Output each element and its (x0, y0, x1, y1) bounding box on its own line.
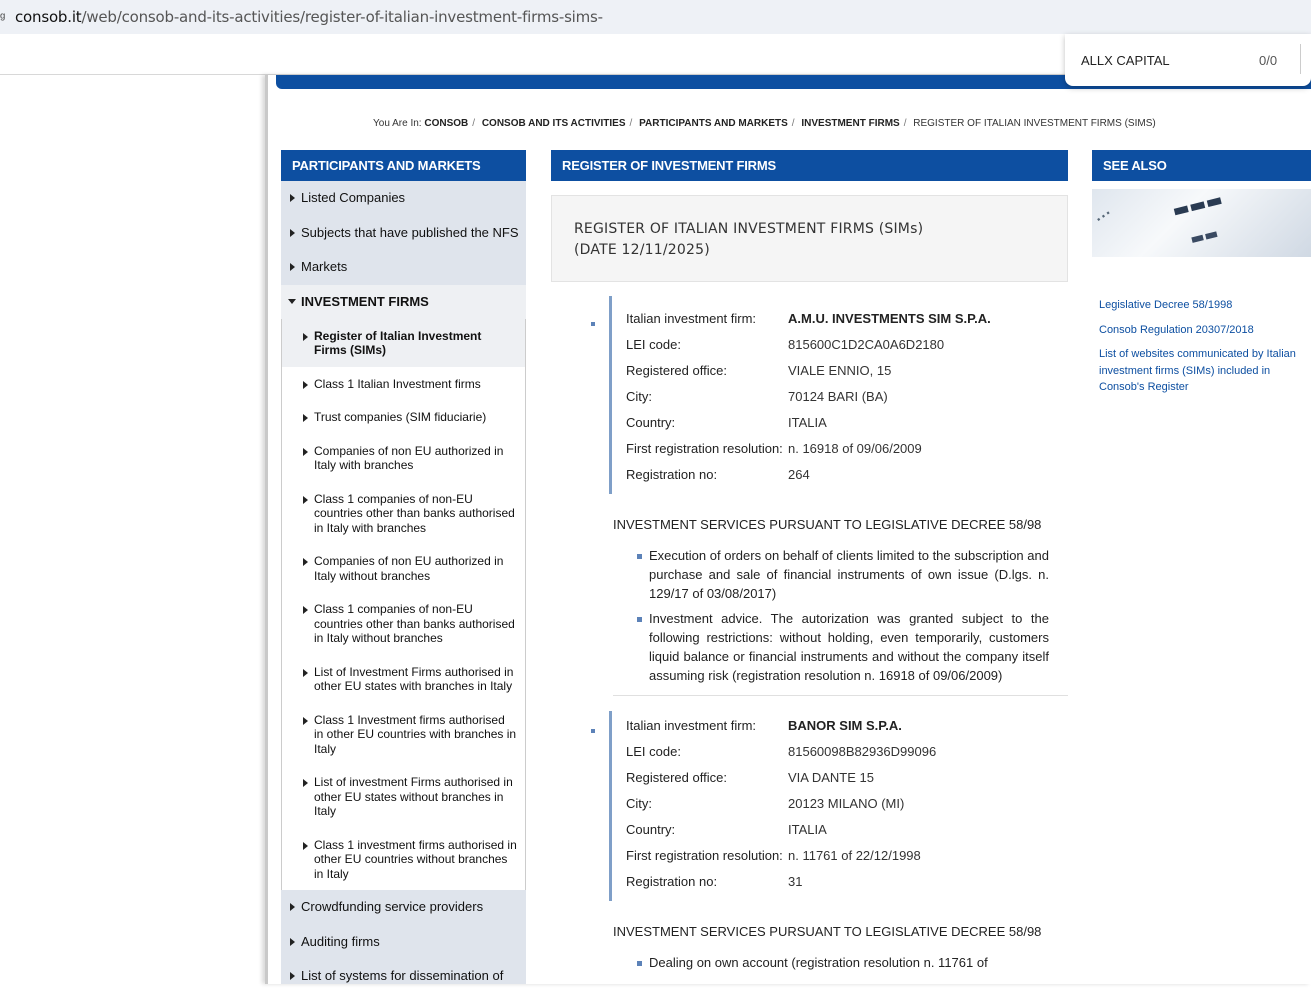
caret-right-icon (290, 972, 295, 980)
image-decor: ▬▬ (1188, 223, 1221, 249)
register-date-box (551, 195, 1068, 282)
bullet-icon (637, 961, 642, 966)
submenu-label: Register of Italian Investment Firms (SIMs) (314, 328, 482, 357)
firm-office: VIA DANTE 15 (788, 770, 874, 785)
caret-right-icon (290, 903, 295, 911)
firm-country: ITALIA (788, 822, 827, 837)
label-city: City: (626, 796, 652, 811)
sidebar-item-nfs[interactable] (281, 216, 526, 251)
caret-right-icon (303, 842, 308, 850)
caret-right-icon (303, 448, 308, 456)
caret-right-icon (290, 229, 295, 237)
caret-right-icon (303, 381, 308, 389)
url-text[interactable] (15, 8, 603, 26)
sidebar-item-dissemination[interactable] (281, 959, 526, 994)
sidebar-item-label: Auditing firms (301, 933, 380, 949)
label-regno: Registration no: (626, 467, 718, 482)
page-content (265, 75, 1311, 984)
sidebar-header: PARTICIPANTS AND MARKETS (281, 150, 526, 181)
label-resolution: First registration resolution: (626, 848, 783, 863)
bullet-icon (591, 729, 595, 733)
submenu-item-noneu-branches[interactable] (282, 434, 525, 482)
caret-right-icon (290, 263, 295, 271)
see-also-header: SEE ALSO (1092, 150, 1311, 181)
find-input[interactable]: ALLX CAPITAL (1081, 53, 1170, 68)
submenu-item-noneu-nobranches[interactable] (282, 544, 525, 592)
bullet-icon (637, 617, 642, 622)
caret-right-icon (303, 333, 308, 341)
link-consob-regulation[interactable]: Consob Regulation 20307/2018 (1099, 323, 1254, 336)
firm-city: 20123 MILANO (MI) (788, 796, 905, 811)
list-item (637, 546, 1049, 603)
breadcrumb: You Are In: CONSOB / CONSOB AND ITS ACTIVITIES / PARTICIPANTS AND MARKETS / INVESTMENT FIRMS / REGISTER OF ITALIAN INVESTMENT FIRMS (SIMS) (373, 118, 1156, 129)
submenu-label: Class 1 investment firms authorised in other EU countries without branches in Italy (314, 837, 517, 881)
submenu-label: Class 1 Italian Investment firms (314, 376, 481, 391)
firm-regno: 31 (788, 874, 803, 889)
submenu-label: Class 1 companies of non-EU countries other than banks authorised in Italy without branches (314, 602, 515, 645)
image-decor: ▬▬▬ (1170, 189, 1225, 222)
breadcrumb-prefix: You Are In: (373, 118, 422, 129)
caret-right-icon (303, 496, 308, 504)
label-office: Registered office: (626, 363, 727, 378)
see-also-links (1092, 297, 1311, 396)
caret-right-icon (303, 606, 308, 614)
submenu-label: List of investment Firms authorised in other EU states without branches in Italy (314, 775, 513, 818)
label-lei: LEI code: (626, 744, 681, 759)
services-heading: INVESTMENT SERVICES PURSUANT TO LEGISLATIVE DECREE 58/98 (613, 517, 1042, 532)
submenu-label: Companies of non EU authorized in Italy without branches (314, 554, 504, 583)
submenu-item-class1-eu-branches[interactable] (282, 703, 525, 766)
divider (613, 695, 1068, 696)
url-path: /web/consob-and-its-activities/register-of-italian-investment-firms-sims- (81, 8, 603, 26)
label-firm: Italian investment firm: (626, 311, 757, 326)
firm-resolution: n. 11761 of 22/12/1998 (788, 848, 921, 863)
find-count: 0/0 (1259, 53, 1278, 68)
submenu-item-eu-nobranches[interactable] (282, 765, 525, 828)
submenu-label: List of Investment Firms authorised in other EU states with branches in Italy (314, 664, 514, 693)
label-firm: Italian investment firm: (626, 718, 757, 733)
sidebar-item-label: Listed Companies (301, 190, 406, 205)
submenu-item-class1-noneu-branches[interactable] (282, 482, 525, 545)
firm-resolution: n. 16918 of 09/06/2009 (788, 441, 922, 456)
breadcrumb-current: REGISTER OF ITALIAN INVESTMENT FIRMS (SIMS) (913, 118, 1156, 129)
sidebar-item-label: List of systems for dissemination of (301, 968, 504, 983)
find-separator (1300, 44, 1301, 74)
main-header: REGISTER OF INVESTMENT FIRMS (551, 150, 1068, 181)
caret-right-icon (303, 669, 308, 677)
submenu-item-class1-italian[interactable] (282, 367, 525, 401)
bullet-icon (591, 322, 595, 326)
services-list (637, 953, 1049, 972)
label-office: Registered office: (626, 770, 727, 785)
list-item (637, 609, 1049, 685)
firm-card (609, 711, 1068, 901)
sidebar-item-label: Subjects that have published the NFS (301, 224, 519, 240)
services-heading: INVESTMENT SERVICES PURSUANT TO LEGISLATIVE DECREE 58/98 (613, 924, 1042, 939)
label-regno: Registration no: (626, 874, 718, 889)
label-resolution: First registration resolution: (626, 441, 783, 456)
sidebar-item-label: INVESTMENT FIRMS (301, 293, 429, 309)
submenu-item-class1-eu-nobranches[interactable] (282, 828, 525, 891)
service-text: Investment advice. The autorization was granted subject to the following restrictions: without holding, even temporarily, customers liquid balance or financial instruments and without the company itself assuming risk (registration resolution n. 16918 of 09/06/2009) (649, 611, 1049, 683)
caret-right-icon (290, 194, 295, 202)
submenu-item-eu-branches[interactable] (282, 655, 525, 703)
firm-city: 70124 BARI (BA) (788, 389, 888, 404)
firm-name: A.M.U. INVESTMENTS SIM S.P.A. (788, 311, 991, 326)
label-lei: LEI code: (626, 337, 681, 352)
caret-down-icon (288, 299, 296, 304)
find-bar[interactable] (1065, 34, 1311, 86)
sidebar-submenu (281, 319, 526, 891)
label-country: Country: (626, 822, 676, 837)
sidebar-item-label: Crowdfunding service providers (301, 899, 484, 914)
firm-entry (551, 711, 1068, 972)
breadcrumb-item-activities[interactable]: CONSOB AND ITS ACTIVITIES (481, 118, 626, 129)
firm-office: VIALE ENNIO, 15 (788, 363, 892, 378)
main-content (551, 150, 1068, 978)
firm-lei: 81560098B82936D99096 (788, 744, 937, 759)
firm-name: BANOR SIM S.P.A. (788, 718, 902, 733)
firm-regno: 264 (788, 467, 810, 482)
url-domain: consob.it (15, 8, 82, 26)
register-date: (DATE 12/11/2025) (574, 242, 710, 258)
submenu-item-trust[interactable] (282, 400, 525, 434)
submenu-label: Companies of non EU authorized in Italy with branches (314, 443, 504, 472)
caret-right-icon (303, 779, 308, 787)
firm-entry (551, 296, 1068, 696)
bullet-icon (637, 554, 642, 559)
caret-right-icon (303, 558, 308, 566)
sidebar-item-auditing[interactable] (281, 925, 526, 960)
submenu-item-register[interactable] (282, 319, 525, 367)
sidebar-item-label: Markets (301, 259, 348, 274)
sidebar-nav (281, 150, 526, 984)
breadcrumb-item-investment-firms[interactable]: INVESTMENT FIRMS (801, 118, 900, 129)
image-decor: ▪ ▪ ▪ (1094, 207, 1113, 225)
submenu-item-class1-noneu-nobranches[interactable] (282, 592, 525, 655)
link-websites-list[interactable]: List of websites communicated by Italian investment firms (SIMs) included in Consob's Register (1099, 348, 1296, 393)
submenu-label: Trust companies (SIM fiduciarie) (314, 410, 487, 424)
firm-country: ITALIA (788, 415, 827, 430)
caret-right-icon (303, 414, 308, 422)
register-title: REGISTER OF ITALIAN INVESTMENT FIRMS (SIMs) (574, 221, 924, 237)
label-city: City: (626, 389, 652, 404)
stocks-indexes-image (1092, 189, 1311, 257)
submenu-label: Class 1 Investment firms authorised in other EU countries with branches in Italy (314, 712, 517, 756)
label-country: Country: (626, 415, 676, 430)
sidebar-item-crowdfunding[interactable] (281, 890, 526, 925)
firm-card (609, 296, 1068, 494)
site-info-icon[interactable]: ᵍ (0, 9, 6, 25)
services-list (637, 546, 1049, 685)
service-text: Execution of orders on behalf of clients limited to the subscription and purchase and sale of financial instruments of own issue (D.lgs. n. 129/17 of 03/08/2017) (649, 548, 1049, 601)
caret-right-icon (303, 717, 308, 725)
firm-lei: 815600C1D2CA0A6D2180 (788, 337, 945, 352)
sidebar-item-markets[interactable] (281, 250, 526, 285)
service-text: Dealing on own account (registration resolution n. 11761 of (649, 955, 988, 970)
browser-address-bar[interactable] (0, 0, 1311, 34)
caret-right-icon (290, 938, 295, 946)
breadcrumb-item-participants[interactable]: PARTICIPANTS AND MARKETS (639, 118, 788, 129)
sidebar-item-listed-companies[interactable] (281, 181, 526, 216)
see-also-column (1092, 150, 1311, 404)
list-item (637, 953, 1049, 972)
submenu-label: Class 1 companies of non-EU countries other than banks authorised in Italy with branches (314, 491, 515, 535)
breadcrumb-item-consob[interactable]: CONSOB (424, 118, 469, 129)
link-legislative-decree[interactable]: Legislative Decree 58/1998 (1099, 299, 1233, 311)
sidebar-item-investment-firms[interactable] (281, 285, 526, 319)
